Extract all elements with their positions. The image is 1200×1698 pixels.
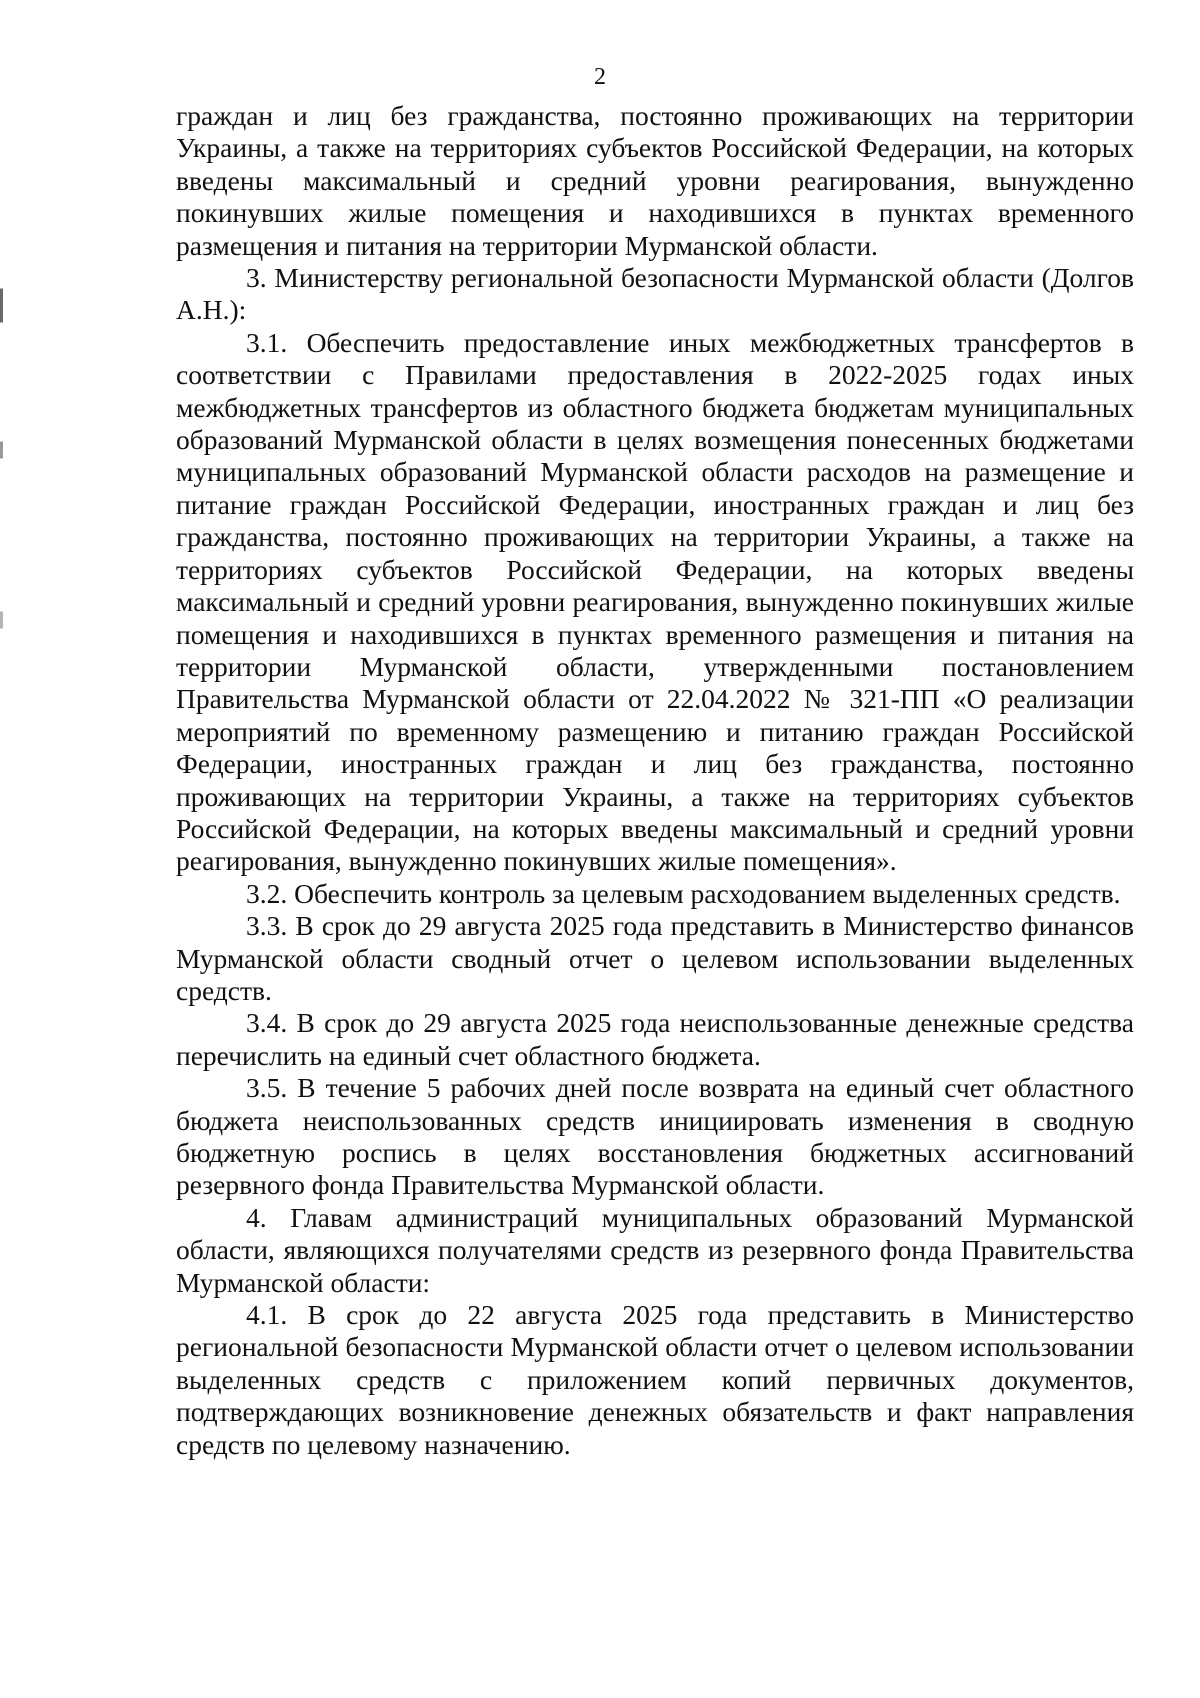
paragraph-item-4: 4. Главам администраций муниципальных образований Мурманской области, являющихся получателями средств из резервного фонда Правительства Мурманской области: (176, 1201, 1134, 1298)
paragraph-item-3-1: 3.1. Обеспечить предоставление иных межбюджетных трансфертов в соответствии с Правилами предоставления в 2022-2025 годах иных межбюджетных трансфертов из областного бюджета бюджетам муниципальных образований Мурманской области в целях возмещения понесенных бюджетами муниципальных образований Мурманской области расходов на размещение и питание граждан Российской Федерации, иностранных граждан и лиц без гражданства, постоянно проживающих на территории Украины, а также на территориях субъектов Российской Федерации, на которых введены максимальный и средний уровни реагирования, вынужденно покинувших жилые помещения и находившихся в пунктах временного размещения и питания на территории Мурманской области, утвержденными постановлением Правительства Мурманской области от 22.04.2022 № 321-ПП «О реализации мероприятий по временному размещению и питанию граждан Российской Федерации, иностранных граждан и лиц без гражданства, постоянно проживающих на территории Украины, а также на территориях субъектов Российской Федерации, на которых введены максимальный и средний уровни реагирования, вынужденно покинувших жилые помещения». (176, 326, 1134, 877)
document-body (176, 100, 1134, 1461)
paragraph-item-3-3: 3.3. В срок до 29 августа 2025 года представить в Министерство финансов Мурманской области сводный отчет о целевом использовании выделенных средств. (176, 910, 1134, 1006)
scan-edge (0, 0, 3, 1698)
paragraph-item-4-1: 4.1. В срок до 22 августа 2025 года представить в Министерство региональной безопасности Мурманской области отчет о целевом использовании выделенных средств с приложением копий первичных документов, подтверждающих возникновение денежных обязательств и факт направления средств по целевому назначению. (176, 1299, 1134, 1460)
paragraph-item-3-2: 3.2. Обеспечить контроль за целевым расходованием выделенных средств. (246, 877, 1121, 909)
paragraph-item-3-4: 3.4. В срок до 29 августа 2025 года неиспользованные денежные средства перечислить на единый счет областного бюджета. (176, 1007, 1134, 1071)
page-number: 2 (594, 64, 606, 90)
paragraph-item-3-5: 3.5. В течение 5 рабочих дней после возврата на единый счет областного бюджета неиспользованных средств инициировать изменения в сводную бюджетную роспись в целях восстановления бюджетных ассигнований резервного фонда Правительства Мурманской области. (176, 1072, 1134, 1201)
paragraph-item-3: 3. Министерству региональной безопасности Мурманской области (Долгов А.Н.): (176, 262, 1134, 326)
paragraph-continuation: граждан и лиц без гражданства, постоянно проживающих на территории Украины, а также на территориях субъектов Российской Федерации, на которых введены максимальный и средний уровни реагирования, вынужденно покинувших жилые помещения и находившихся в пунктах временного размещения и питания на территории Мурманской области. (176, 100, 1134, 261)
